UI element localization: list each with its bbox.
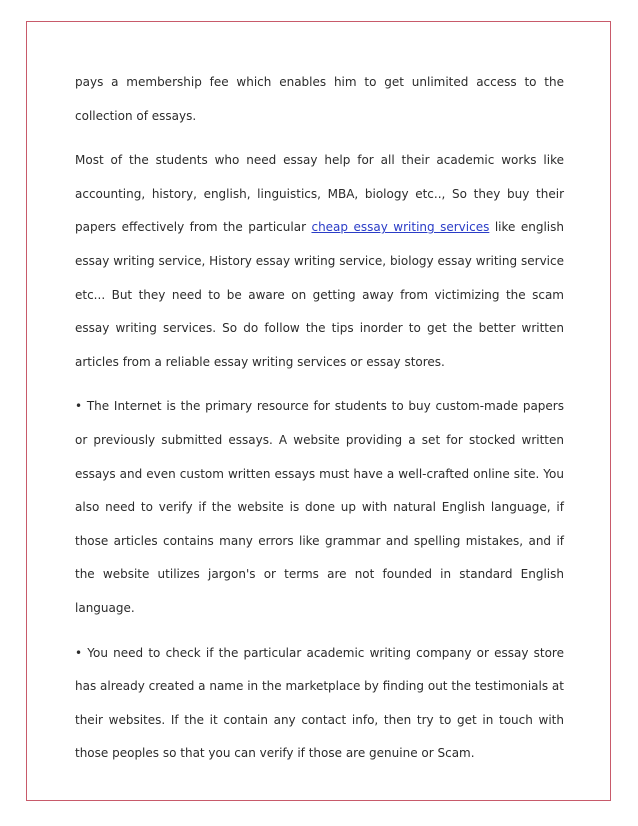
paragraph-students-tail: like english essay writing service, History essay writing service, biology essay writing service etc... But they need to be aware on getting away from victimizing the scam essay writing services. So do follow the tips inorder to get the better written articles from a reliable essay writing services or essay stores. [75,220,564,369]
paragraph-students [75,144,564,379]
cheap-essay-writing-services-link[interactable]: cheap essay writing services [311,220,490,235]
bullet-internet-resource: • The Internet is the primary resource for students to buy custom-made papers or previously submitted essays. A website providing a set for stocked written essays and even custom written essays must have a well-crafted online site. You also need to verify if the website is done up with natural English language, if those articles contains many errors like grammar and spelling mistakes, and if the website utilizes jargon's or terms are not founded in standard English language. [75,399,564,615]
paragraph-students-lead: Most of the students who need essay help for all their academic works like accounting, history, english, linguistics, MBA, biology etc.., So they buy their papers effectively from the particular [75,153,564,235]
document-body [75,66,564,771]
paragraph-membership: pays a membership fee which enables him to get unlimited access to the collection of essays. [75,75,564,123]
bullet-check-company: • You need to check if the particular academic writing company or essay store has already created a name in the marketplace by finding out the testimonials at their websites. If the it contain any contact info, then try to get in touch with those peoples so that you can verify if those are genuine or Scam. [75,645,564,761]
